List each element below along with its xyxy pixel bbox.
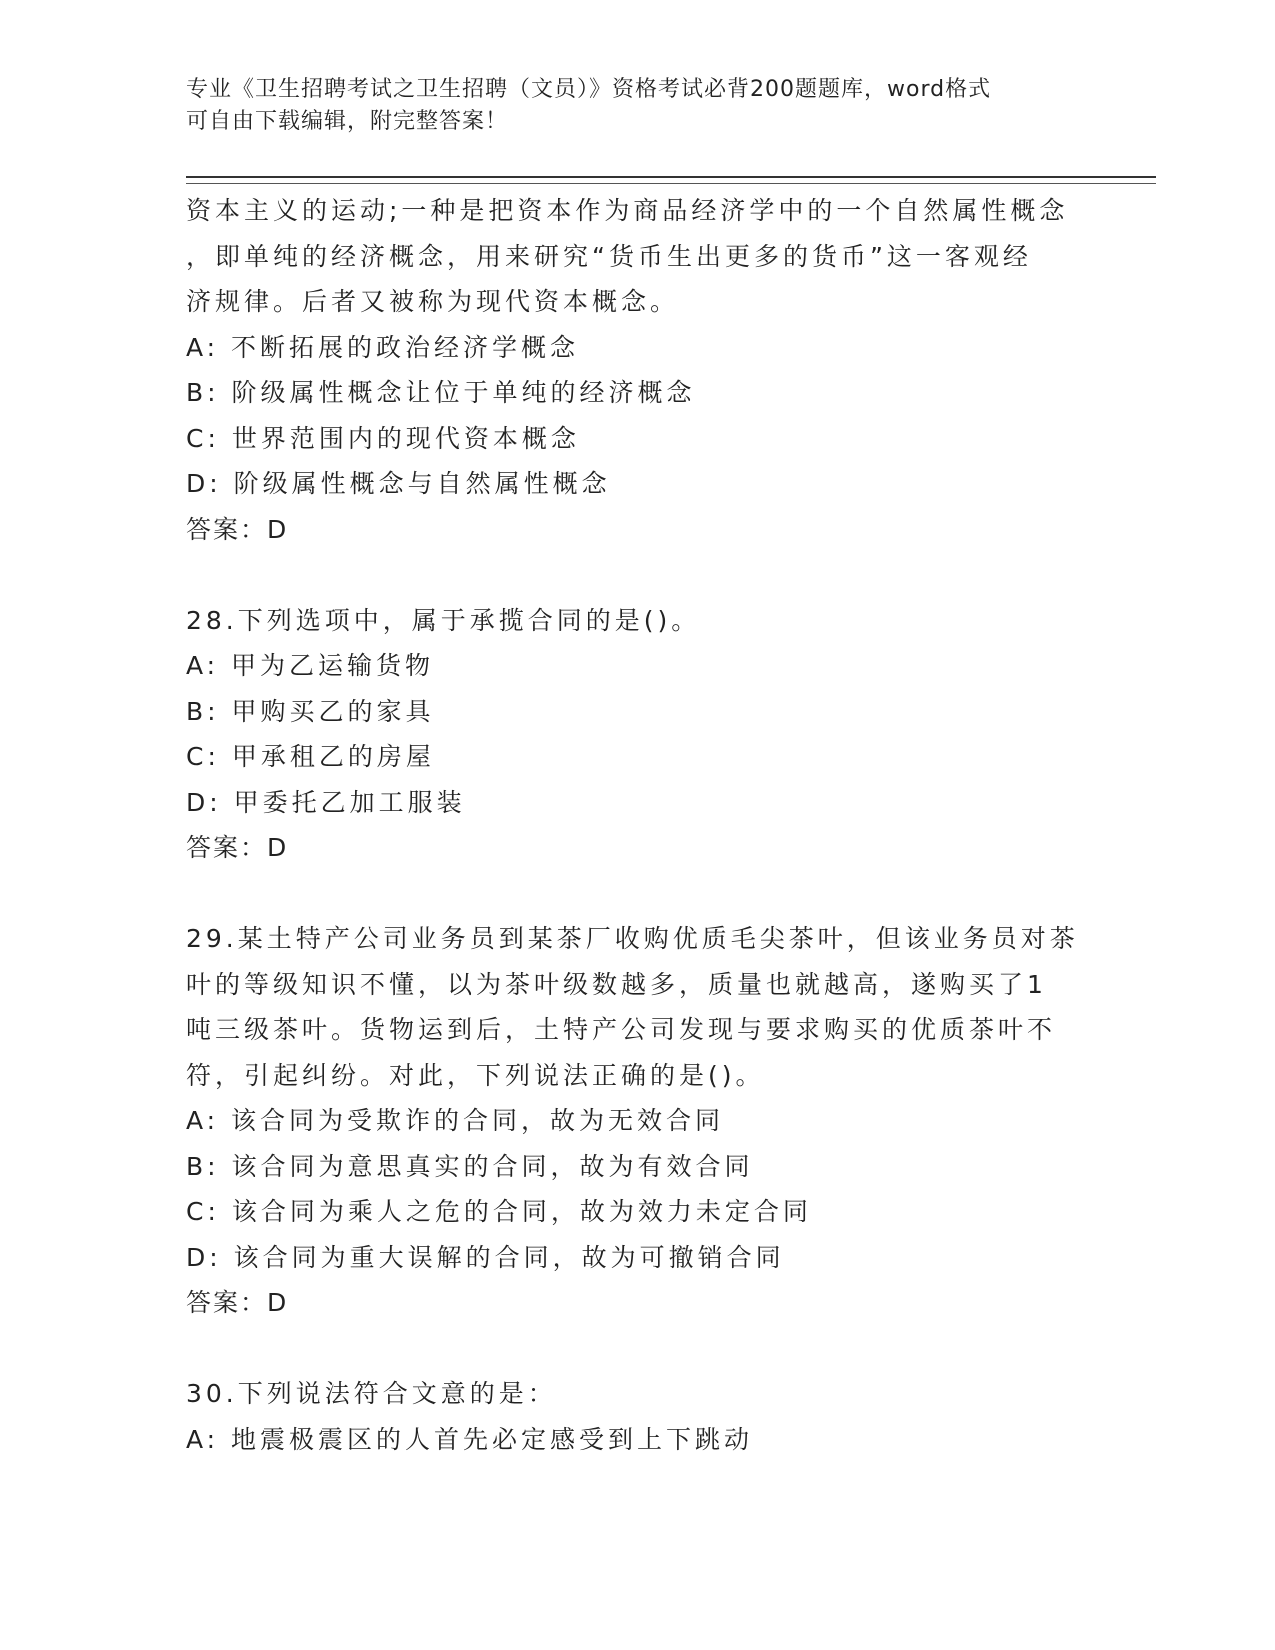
spacer [186, 871, 1086, 917]
document-header [186, 74, 1066, 138]
question-block-29 [186, 916, 1086, 1326]
answer-line: 答案：D [186, 1288, 289, 1317]
question-stem: 28.下列选项中，属于承揽合同的是()。 [186, 605, 701, 635]
option-b: B: 甲购买乙的家具 [186, 696, 435, 726]
question-text-line: ，即单纯的经济概念，用来研究“货币生出更多的货币”这一客观经 [186, 241, 1032, 271]
spacer [186, 1326, 1086, 1372]
question-list [186, 188, 1086, 1462]
question-text-line: 吨三级茶叶。货物运到后，土特产公司发现与要求购买的优质茶叶不 [186, 1015, 1057, 1044]
question-block-27-continued [186, 188, 1086, 552]
header-title-line-1: 专业《卫生招聘考试之卫生招聘（文员）》资格考试必背200题题库，word格式 [186, 77, 992, 102]
option-a: A: 地震极震区的人首先必定感受到上下跳动 [186, 1424, 754, 1454]
header-title-line-2: 可自由下载编辑，附完整答案！ [186, 109, 509, 134]
question-text-line: 资本主义的运动;一种是把资本作为商品经济学中的一个自然属性概念 [186, 196, 1069, 225]
spacer [186, 552, 1086, 598]
question-text-line: 叶的等级知识不懂，以为茶叶级数越多，质量也就越高，遂购买了1 [186, 969, 1047, 999]
option-d: D: 该合同为重大误解的合同，故为可撤销合同 [186, 1242, 785, 1272]
option-d: D: 阶级属性概念与自然属性概念 [186, 469, 611, 498]
question-block-30 [186, 1371, 1086, 1462]
header-divider-thin [186, 183, 1156, 184]
option-b: B: 阶级属性概念让位于单纯的经济概念 [186, 378, 696, 407]
option-c: C: 甲承租乙的房屋 [186, 742, 435, 771]
option-c: C: 世界范围内的现代资本概念 [186, 423, 580, 453]
answer-line: 答案：D [186, 514, 289, 544]
question-text-line: 济规律。后者又被称为现代资本概念。 [186, 287, 680, 316]
question-stem: 29.某土特产公司业务员到某茶厂收购优质毛尖茶叶，但该业务员对茶 [186, 924, 1079, 953]
option-b: B: 该合同为意思真实的合同，故为有效合同 [186, 1151, 754, 1181]
option-a: A: 甲为乙运输货物 [186, 651, 435, 680]
header-divider-thick [186, 176, 1156, 178]
option-a: A: 不断拓展的政治经济学概念 [186, 332, 580, 362]
question-block-28 [186, 598, 1086, 871]
option-c: C: 该合同为乘人之危的合同，故为效力未定合同 [186, 1197, 812, 1226]
answer-line: 答案：D [186, 833, 289, 862]
option-d: D: 甲委托乙加工服装 [186, 787, 466, 817]
question-stem: 30.下列说法符合文意的是： [186, 1379, 557, 1408]
option-a: A: 该合同为受欺诈的合同，故为无效合同 [186, 1106, 725, 1135]
question-text-line: 符，引起纠纷。对此，下列说法正确的是()。 [186, 1060, 765, 1090]
